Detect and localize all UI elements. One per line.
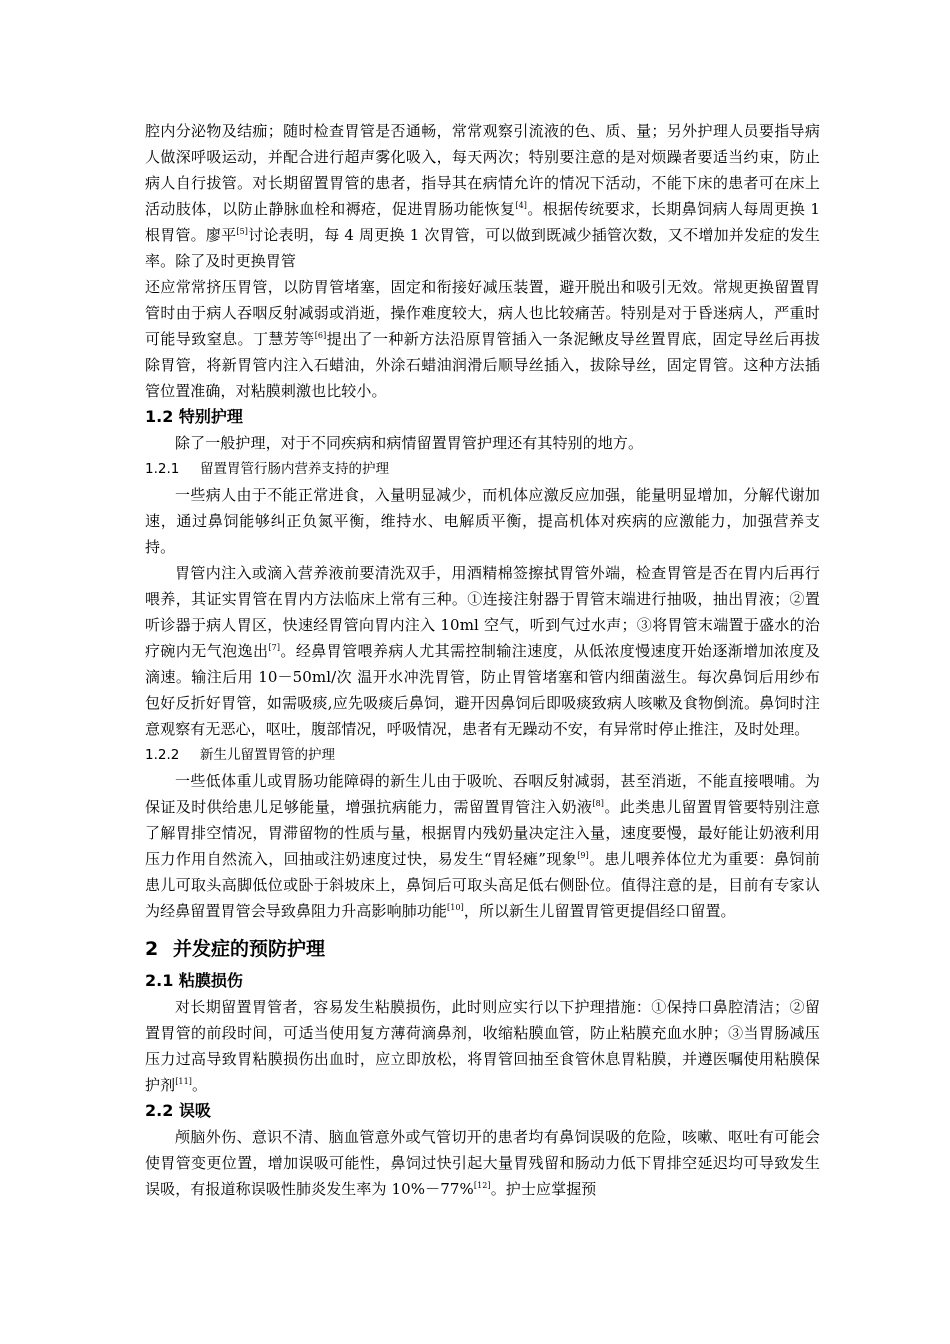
paragraph: [145, 560, 820, 742]
chapter-heading: [145, 934, 820, 964]
heading-title: 留置胃管行肠内营养支持的护理: [200, 461, 389, 477]
citation: [12]: [473, 1181, 491, 1190]
text: 腔内分泌物及结痂；随时检查胃管是否通畅，常常观察引流液的色、质、量；另外护理人员要指导病人做深呼吸运动，并配合进行超声雾化吸入，每天两次；特别要注意的是对烦躁者要适当约束，防止病人自行拔管。对长期留置胃管的患者，指导其在病情允许的情况下活动，不能下床的患者可在床上活动肢体，以防止静脉血栓和褥疮，促进胃肠功能恢复: [145, 122, 820, 218]
section-heading: 2.2 误吸: [145, 1101, 211, 1120]
document-body: [145, 118, 820, 1202]
paragraph: [145, 768, 820, 924]
subsection-heading: [145, 456, 820, 482]
text: 讨论表明，每 4 周更换 1 次胃管，可以做到既减少插管次数，又不增加并发症的发生率。除了及时更换胃管: [145, 226, 821, 270]
text: 。根据传统要求，长期鼻饲病人每周更换 1 根胃管。廖平: [145, 200, 820, 244]
text: 还应常常挤压胃管，以防胃管堵塞，固定和衔接好减压装置，避开脱出和吸引无效。常规更换留置胃管时由于病人吞咽反射减弱或消逝，操作难度较大，病人也比较痛苦。特别是对于昏迷病人，严重时可能导致窒息。丁慧芳等: [145, 278, 820, 348]
paragraph: 一些病人由于不能正常进食，入量明显减少，而机体应激反应加强，能量明显增加，分解代谢加速，通过鼻饲能够纠正负氮平衡，维持水、电解质平衡，提高机体对疾病的应激能力，加强营养支持。: [145, 486, 820, 556]
heading-title: 并发症的预防护理: [173, 938, 326, 960]
citation: [11]: [175, 1077, 193, 1086]
heading-number: 1.2.2: [145, 747, 180, 763]
paragraph: 除了一般护理，对于不同疾病和病情留置胃管护理还有其特别的地方。: [175, 434, 644, 452]
paragraph: [145, 118, 820, 274]
text: 。经鼻胃管喂养病人尤其需控制输注速度，从低浓度慢速度开始逐渐增加浓度及滴速。输注后用 10－50ml/次 温开水冲洗胃管，防止胃管堵塞和管内细菌滋生。每次鼻饲后用纱布包好反折好胃管，如需吸痰,应先吸痰后鼻饲，避开因鼻饲后即吸痰致病人咳嗽及食物倒流。鼻饲时注意观察有无恶心，呕吐，腹部情况，呼吸情况，患者有无躁动不安，有异常时停止推注，及时处理。: [145, 642, 820, 738]
citation: [7]: [268, 643, 281, 652]
heading-number: 1.2.1: [145, 461, 180, 477]
citation: [10]: [447, 903, 464, 912]
citation: [6]: [314, 331, 327, 340]
text: 提出了一种新方法沿原胃管插入一条泥鳅皮导丝置胃底，固定导丝后再拔除胃管，将新胃管内注入石蜡油，外涂石蜡油润滑后顺导丝插入，拔除导丝，固定胃管。这种方法插管位置准确，对粘膜刺激也比较小。: [145, 330, 821, 400]
text: ，所以新生儿留置胃管更提倡经口留置。: [463, 902, 736, 920]
paragraph: [145, 1124, 820, 1202]
heading-title: 新生儿留置胃管的护理: [200, 747, 335, 763]
heading-number: 2: [145, 938, 159, 960]
text: 。患儿喂养体位尤为重要：鼻饲前患儿可取头高脚低位或卧于斜坡床上，鼻饲后可取头高足低右侧卧位。值得注意的是，目前有专家认为经鼻留置胃管会导致鼻阻力升高影响肺功能: [145, 850, 820, 920]
text: 颅脑外伤、意识不清、脑血管意外或气管切开的患者均有鼻饲误吸的危险，咳嗽、呕吐有可能会使胃管变更位置，增加误吸可能性，鼻饲过快引起大量胃残留和肠动力低下胃排空延迟均可导致发生误吸，有报道称误吸性肺炎发生率为 10%－77%: [145, 1128, 820, 1198]
citation: [5]: [236, 227, 248, 236]
section-heading: 2.1 粘膜损伤: [145, 971, 243, 990]
text: 胃管内注入或滴入营养液前要清洗双手，用酒精棉签擦拭胃管外端，检查胃管是否在胃内后再行喂养，其证实胃管在胃内方法临床上常有三种。①连接注射器于胃管末端进行抽吸，抽出胃液；②置听诊器于病人胃区，快速经胃管向胃内注入 10ml 空气，听到气过水声；③将胃管末端置于盛水的治疗碗内无气泡逸出: [145, 564, 820, 660]
citation: [4]: [515, 201, 528, 210]
citation: [9]: [577, 851, 589, 860]
text: 一些低体重儿或胃肠功能障碍的新生儿由于吸吮、吞咽反射减弱，甚至消逝，不能直接喂哺。为保证及时供给患儿足够能量，增强抗病能力，需留置胃管注入奶液: [145, 772, 820, 816]
paragraph: [145, 274, 820, 404]
section-heading: 1.2 特别护理: [145, 407, 243, 426]
text: 。护士应掌握预: [490, 1180, 597, 1198]
subsection-heading: [145, 742, 820, 768]
text: 。此类患儿留置胃管要特别注意了解胃排空情况，胃滞留物的性质与量，根据胃内残奶量决定注入量，速度要慢，最好能让奶液利用压力作用自然流入，回抽或注奶速度过快，易发生“胃轻瘫”现象: [145, 798, 821, 868]
text: 。: [192, 1076, 208, 1094]
paragraph: [145, 994, 820, 1098]
citation: [8]: [592, 799, 605, 808]
text: 对长期留置胃管者，容易发生粘膜损伤，此时则应实行以下护理措施：①保持口鼻腔清洁；②留置胃管的前段时间，可适当使用复方薄荷滴鼻剂，收缩粘膜血管，防止粘膜充血水肿；③当胃肠减压压力过高导致胃粘膜损伤出血时，应立即放松，将胃管回抽至食管休息胃粘膜，并遵医嘱使用粘膜保护剂: [145, 998, 820, 1094]
